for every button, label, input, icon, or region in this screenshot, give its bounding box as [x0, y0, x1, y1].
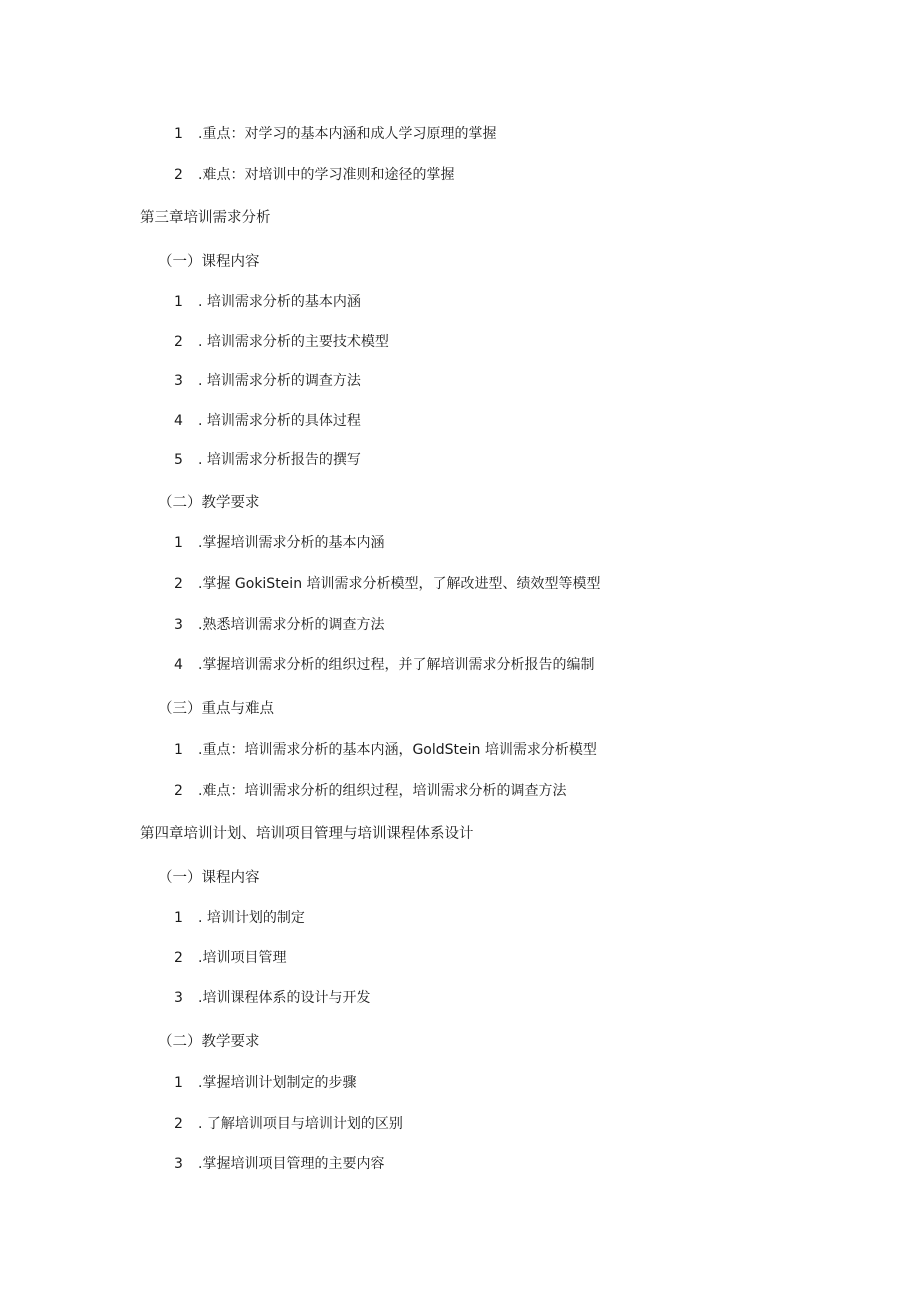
list-item — [174, 988, 370, 1008]
list-item — [174, 1073, 356, 1093]
list-item-number: 5 — [174, 452, 183, 468]
list-item-number: 3 — [174, 373, 183, 389]
list-item-number: 2 — [174, 1116, 183, 1132]
list-item — [174, 332, 389, 352]
list-item-number: 2 — [174, 576, 183, 592]
list-item-number: 2 — [174, 334, 183, 350]
list-item — [174, 908, 305, 928]
list-item-number: 1 — [174, 1075, 183, 1091]
list-item-number: 4 — [174, 657, 183, 673]
list-item-text: .掌握培训需求分析的基本内涵 — [198, 535, 385, 551]
list-item — [174, 1114, 403, 1134]
list-item-number: 2 — [174, 950, 183, 966]
list-item-text: .掌握 GokiStein 培训需求分析模型，了解改进型、绩效型等模型 — [198, 576, 601, 592]
list-item-text: . 了解培训项目与培训计划的区别 — [198, 1116, 403, 1132]
section-heading: （一）课程内容 — [158, 254, 260, 270]
list-item — [174, 165, 454, 185]
list-item-text: .重点：对学习的基本内涵和成人学习原理的掌握 — [198, 126, 497, 142]
list-item — [174, 1154, 384, 1174]
list-item — [174, 124, 496, 144]
list-item-number: 1 — [174, 910, 183, 926]
list-item-number: 3 — [174, 617, 183, 633]
list-item-number: 2 — [174, 783, 183, 799]
list-item — [174, 948, 286, 968]
list-item — [174, 292, 361, 312]
list-item-number: 1 — [174, 535, 183, 551]
list-item-text: .熟悉培训需求分析的调查方法 — [198, 617, 385, 633]
list-item-number: 1 — [174, 294, 183, 310]
list-item — [174, 411, 361, 431]
section-heading: （一）课程内容 — [158, 870, 260, 886]
list-item-text: .掌握培训项目管理的主要内容 — [198, 1156, 385, 1172]
section-heading: （三）重点与难点 — [158, 701, 274, 717]
list-item-text: .难点：对培训中的学习准则和途径的掌握 — [198, 167, 455, 183]
list-item — [174, 615, 384, 635]
list-item-text: .难点：培训需求分析的组织过程，培训需求分析的调查方法 — [198, 783, 567, 799]
list-item-text: . 培训需求分析的基本内涵 — [198, 294, 361, 310]
list-item — [174, 740, 597, 760]
list-item — [174, 533, 384, 553]
list-item-number: 1 — [174, 742, 183, 758]
list-item — [174, 655, 594, 675]
list-item-number: 2 — [174, 167, 183, 183]
list-item — [174, 574, 601, 594]
list-item — [174, 371, 361, 391]
list-item-number: 3 — [174, 1156, 183, 1172]
list-item-text: . 培训需求分析报告的撰写 — [198, 452, 361, 468]
chapter-heading: 第四章培训计划、培训项目管理与培训课程体系设计 — [140, 826, 474, 842]
list-item-number: 3 — [174, 990, 183, 1006]
list-item — [174, 450, 361, 470]
list-item-text: . 培训计划的制定 — [198, 910, 305, 926]
list-item-text: .培训项目管理 — [198, 950, 287, 966]
chapter-heading: 第三章培训需求分析 — [140, 210, 271, 226]
list-item-number: 4 — [174, 413, 183, 429]
list-item-text: .掌握培训计划制定的步骤 — [198, 1075, 357, 1091]
section-heading: （二）教学要求 — [158, 1034, 260, 1050]
list-item-text: . 培训需求分析的主要技术模型 — [198, 334, 389, 350]
list-item — [174, 781, 566, 801]
list-item-text: .培训课程体系的设计与开发 — [198, 990, 371, 1006]
list-item-number: 1 — [174, 126, 183, 142]
list-item-text: .重点：培训需求分析的基本内涵，GoldStein 培训需求分析模型 — [198, 742, 597, 758]
list-item-text: .掌握培训需求分析的组织过程，并了解培训需求分析报告的编制 — [198, 657, 595, 673]
list-item-text: . 培训需求分析的调查方法 — [198, 373, 361, 389]
list-item-text: . 培训需求分析的具体过程 — [198, 413, 361, 429]
section-heading: （二）教学要求 — [158, 495, 260, 511]
